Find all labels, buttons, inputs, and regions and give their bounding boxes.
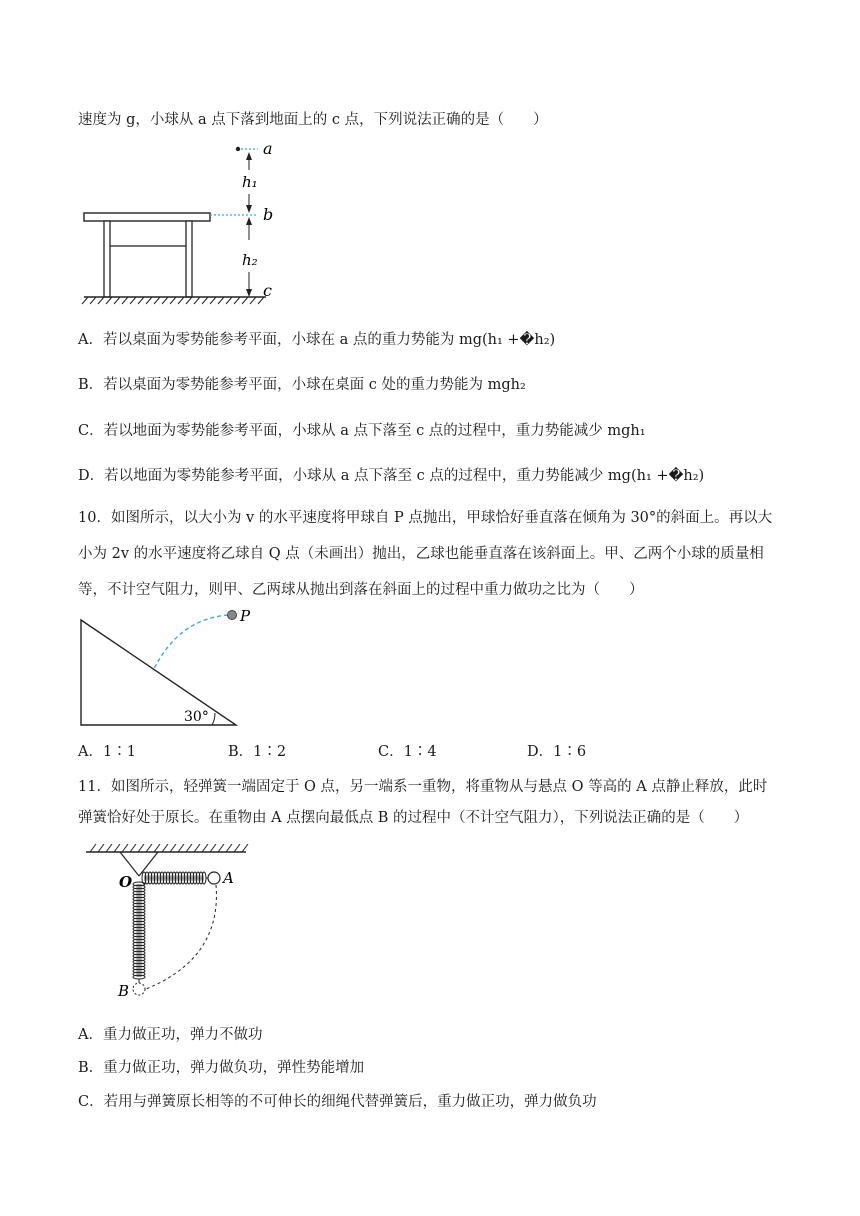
q9-option-d: D．若以地面为零势能参考平面，小球从 a 点下落至 c 点的过程中，重力势能减少 mg(h₁ +�h₂) — [78, 468, 705, 484]
q10-figure — [78, 603, 278, 731]
label-b: b — [263, 205, 274, 224]
q10-stem-line-3: 等，不计空气阻力，则甲、乙两球从抛出到落在斜面上的过程中重力做功之比为（ ） — [78, 582, 644, 598]
label-h1: h₁ — [242, 173, 258, 191]
q9-stem-line: 速度为 g，小球从 a 点下落到地面上的 c 点，下列说法正确的是（ ） — [78, 112, 548, 128]
label-b: B — [118, 982, 130, 1000]
label-p: P — [240, 607, 251, 625]
q10-stem-line-1: 10．如图所示，以大小为 v 的水平速度将甲球自 P 点抛出，甲球恰好垂直落在倾角为 30°的斜面上。再以大 — [78, 510, 773, 526]
q11-option-c: C．若用与弹簧原长相等的不可伸长的细绳代替弹簧后，重力做正功，弹力做负功 — [78, 1094, 597, 1110]
q10-option-c: C．1∶4 — [378, 744, 437, 760]
swing-path — [146, 885, 216, 989]
trajectory — [153, 615, 228, 671]
q9-figure — [78, 140, 298, 310]
label-a: a — [263, 140, 273, 158]
q10-stem-line-2: 小为 2v 的水平速度将乙球自 Q 点（未画出）抛出，乙球也能垂直落在该斜面上。甲、乙两个小球的质量相 — [78, 546, 764, 562]
q11-stem-line-1: 11．如图所示，轻弹簧一端固定于 O 点，另一端系一重物，将重物从与悬点 O 等高的 A 点静止释放，此时 — [78, 779, 768, 795]
incline — [81, 620, 236, 725]
q11-stem-line-2: 弹簧恰好处于原长。在重物由 A 点摆向最低点 B 的过程中（不计空气阻力），下列说法正确的是（ ） — [78, 810, 749, 826]
q10-option-a: A．1∶1 — [78, 744, 136, 760]
table-top — [84, 213, 210, 221]
label-angle: 30° — [184, 709, 209, 725]
q11-option-b: B．重力做正功，弹力做负功，弹性势能增加 — [78, 1060, 365, 1076]
ball-p — [228, 611, 237, 620]
label-a: A — [223, 869, 234, 887]
q10-option-b: B．1∶2 — [228, 744, 287, 760]
q9-option-a: A．若以桌面为零势能参考平面，小球在 a 点的重力势能为 mg(h₁ +�h₂) — [78, 332, 556, 348]
q11-figure — [82, 838, 252, 1003]
q9-option-b: B．若以桌面为零势能参考平面，小球在桌面 c 处的重力势能为 mgh₂ — [78, 377, 526, 393]
q11-option-a: A．重力做正功，弹力不做功 — [78, 1027, 263, 1043]
q10-option-d: D．1∶6 — [527, 744, 587, 760]
label-c: c — [263, 281, 272, 300]
ball-a — [236, 147, 240, 151]
label-h2: h₂ — [242, 251, 258, 269]
q9-option-c: C．若以地面为零势能参考平面，小球从 a 点下落至 c 点的过程中，重力势能减少 mgh₁ — [78, 423, 646, 439]
vertical-spring — [133, 882, 145, 979]
ball-a — [208, 872, 220, 884]
horizontal-spring — [142, 872, 206, 884]
label-o: O — [119, 873, 133, 891]
ball-b — [133, 983, 145, 995]
